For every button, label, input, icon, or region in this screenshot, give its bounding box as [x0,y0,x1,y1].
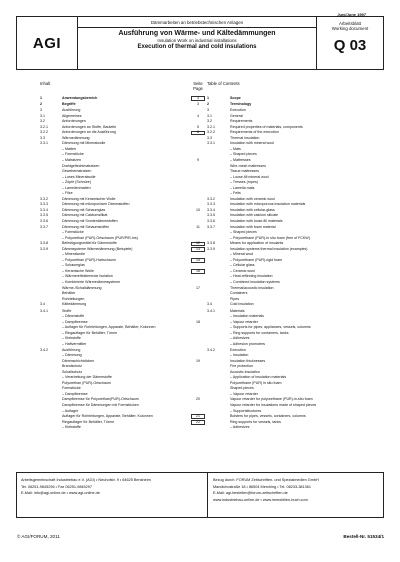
sheet-label-en: Working document [331,26,369,31]
title-de: Ausführung von Wärme- und Kältedämmungen [118,30,276,37]
section-number-en: 3.4 [207,302,212,307]
section-title-en: Terminology [230,101,252,106]
section-title-de: Wärmedämmung [62,135,90,140]
section-title-de: – Haftvermittler [62,341,87,346]
section-title-en: – Vapour retarder [230,319,258,324]
section-title-de: – Mineralwolle [62,252,85,257]
section-title-de: – Polyurethan (PUR)-Hartschaum [62,257,116,262]
page-number: 10 [196,207,200,212]
section-title-en: – Adhesives [230,425,250,430]
section-title-en: – Loose-fill mineral wool [230,174,269,179]
section-title-de: – Polyurethan (PUR)-Ortschaum (PUR/PIR-Ins) [62,235,138,240]
section-title-en: Insulation with mineral wool [230,141,274,146]
section-title-de: Anforderungen an die Ausführung [62,130,116,135]
publisher-address [21,477,191,497]
section-title-en: Requirements of the execution [230,130,279,135]
section-title-en: Polyurethane (PUR) in situ foam [230,380,282,385]
publisher-footer [16,472,384,518]
section-title-en: Insulation with microporous insulation materials [230,202,306,207]
section-title-de: – Keramische Wolle [62,268,94,273]
section-title-de: Befestigungsmittel für Dämmstoffe [62,241,117,246]
page-number: 9 [197,157,199,162]
section-title-de: Anforderungen [62,119,86,124]
section-title-de: Dämmung mit Schaumglas [62,207,106,212]
section-title-en: Thermal/acoustic insulation [230,285,274,290]
section-title-de: – Zöpfe (Schnüre) [62,180,91,185]
section-number-en: 3.3.9 [207,246,215,251]
section-title-en: – Mats [230,146,241,151]
section-title-de: – Schaumglas [62,263,85,268]
section-title-de: – Klebstoffe [62,425,81,430]
section-number-en: 3 [207,108,209,113]
section-title-de: Ringauflager für Behälter, Türme [62,419,115,424]
section-title-en: Insulation thicknesses [230,358,266,363]
section-number-de: 3.3.4 [40,207,48,212]
section-title-en: Insulation systems thermal insulation (examples) [230,246,308,251]
contents-row [40,425,384,431]
section-title-de: – Lamellenmatten [62,185,91,190]
section-number-en: 3.2 [207,119,212,124]
footer-line: E-Mail: info@agi-online.de • www.agi-online.de [21,491,100,495]
section-title-en: – Adhesion promoters [230,341,265,346]
title-en: Execution of thermal and cold insulations [137,44,257,50]
section-title-en: – Combined insulation systems [230,280,280,284]
sheet-label-de: Arbeitsblatt [339,21,361,26]
section-title-de: Drahtgeflechtmatratzen [62,163,100,168]
section-title-en: Ring supports for vessels, tanks [230,419,281,424]
section-title-de: Schallschutz [62,369,83,374]
page-number: 18 [196,319,200,324]
footer-line: E-Mail: agi-bestellen@forum-zeitschriften.de [213,491,288,495]
title-center [78,17,316,69]
section-title-en: General [230,113,243,118]
section-number-de: 3.3.5 [40,213,48,218]
section-title-en: – Insulation [230,353,249,358]
subtitle-de: Dämmarbeiten an betriebstechnischen Anlagen [78,20,316,28]
section-number-en: 3.3.8 [207,241,215,246]
footer-line: Bezug durch: FORUM Zeitschriften- und Spezialmedien GmbH [213,478,319,482]
section-title-en: Bolsters for pipes, vessels, containers, columns [230,414,306,419]
section-title-en: Execution [230,347,246,352]
section-number-en: 3.3.3 [207,202,215,207]
section-title-en: Vapour retarder for polyurethane (PUR)-in-situ foam [230,397,313,402]
section-title-de: Anwendungsbereich [62,96,98,100]
section-title-en: – Lamella mats [230,185,255,190]
section-number-de: 3.4.2 [40,347,48,352]
section-title-en: – Felts [230,191,241,196]
section-number-de: 3.3.2 [40,196,48,201]
section-number-de: 3.3.3 [40,202,48,207]
section-number-de: 3.1 [40,113,45,118]
section-title-en: – Ceramic wool [230,268,255,273]
page-number: 8 [197,130,199,135]
section-title-en: Scope [230,96,241,100]
section-number-en: 3.4.1 [207,308,215,313]
title-block [16,16,384,70]
section-title-de: Dämmschichtdicken [62,358,95,363]
column-heading-page: Seite Page [193,81,203,91]
footer-divider [207,473,208,517]
column-heading-en: Table of Contents [207,81,240,86]
footer-line: Arbeitsgemeinschaft Industriebau e.V. (AGI) • Neuhofstr. 9 • 64625 Bensheim [21,478,151,482]
section-number-de: 3.2 [40,119,45,124]
section-number-en: 3.2.1 [207,124,215,129]
section-title-de: Anforderungen an Stoffe, Bauteile [62,124,117,129]
page-number: 22 [196,419,200,424]
section-title-en: Fire protection [230,364,253,369]
section-title-de: – Matten [62,146,76,151]
section-number-en: 1 [207,96,209,100]
section-title-de: Stoffe [62,308,72,313]
distributor-address [213,477,381,503]
section-title-de: Ausführung [62,108,81,113]
section-title-de: Gewebematratzen [62,169,92,174]
section-title-en: – Ring supports for containers, tanks [230,330,289,335]
page-number: 3 [197,96,199,100]
section-number-en: 3.3 [207,135,212,140]
section-title-en: – Adhesives [230,336,250,341]
section-title-en: Containers [230,291,248,296]
section-number-de: 2 [40,101,42,106]
section-title-de: – Ringauflager für Behälter, Türme [62,330,118,335]
section-number-de: 3 [40,108,42,113]
section-title-en: – Shaped pieces [230,230,257,235]
section-number-en: 3.3.4 [207,207,215,212]
section-number-de: 3.3.7 [40,224,48,229]
section-title-en: – Polyurethane (PUR)-in situ foam (free of FCKW) [230,235,310,240]
section-title-en: – Vapour retarder [230,391,258,396]
section-title-en: Thermal insulation [230,135,260,140]
section-title-en: Insulation with cellular-glass [230,207,275,212]
section-title-de: Dämmung mit mikroporösen Dämmstoffen [62,202,130,207]
footer-line: Tel. 06251-9845296 • Fax 06251-9845297 [21,484,92,489]
section-title-de: – Verarbeitung der Dämmstoffe [62,375,112,380]
sheet-code-box [316,17,383,69]
section-title-de: Dämmung mit Keramischer Wolle [62,196,116,201]
page-number: 11 [196,224,200,229]
section-title-de: Allgemeines [62,113,82,118]
page-number: 15 [196,257,200,262]
section-title-de: – Filze [62,191,73,196]
section-title-de: – Wärmereflektierende Isolation [62,274,113,279]
section-title-de: Rohrleitungen [62,296,85,301]
section-title-de: – Dampfbremse [62,319,88,324]
section-number-de: 1 [40,96,42,100]
section-title-en: Insulation with calcium silicate [230,213,278,218]
section-title-en: Shaped pieces [230,386,254,391]
sheet-code: Q 03 [333,37,367,54]
section-title-en: Required properties of materials, components [230,124,303,129]
section-title-en: Materials [230,308,245,313]
section-title-de: Kältedämmung [62,302,87,307]
page-number: 3 [197,101,199,106]
section-title-en: Means for application of insulants [230,241,284,246]
section-number-en: 3.2.2 [207,130,215,135]
section-number-en: 3.3.7 [207,224,215,229]
section-title-en: Insulation with foam material [230,224,276,229]
section-title-de: Formstücke [62,386,81,391]
section-title-en: – Insulation materials [230,314,264,319]
section-title-de: Dämmung mit Schaumstoffen [62,224,110,229]
section-number-en: 3.4.2 [207,347,215,352]
section-title-en: – Supportsttuctures [230,408,262,413]
page-number: 16 [196,268,200,273]
section-number-de: 3.3.6 [40,218,48,223]
section-title-de: Behälter [62,291,76,296]
section-title-de: – Dämmstoffe [62,314,85,319]
section-title-en: Acoustic insulation [230,369,260,374]
section-title-en: – Application of insulation materials [230,375,287,380]
section-title-de: Ausführung [62,347,81,352]
page-number: 20 [196,397,200,402]
section-number-en: 3.3.2 [207,196,215,201]
section-number-en: 3.3.1 [207,141,215,146]
section-title-de: Polyurethan (PUR)-Ortschaum [62,380,111,385]
section-number-en: 3.3.6 [207,218,215,223]
section-number-en: 2 [207,101,209,106]
section-number-de: 3.3.9 [40,246,48,251]
section-number-de: 3.2.2 [40,130,48,135]
page-number: 12 [196,241,200,246]
footer-line: www.industriebau-online.de • www.immobilien-buch.com [213,497,308,502]
section-title-de: Dampfbremse für Polyurethan(PUR)-Ortschaum [62,397,139,402]
order-number: Bestell-Nr. 51534/1 [343,534,384,539]
section-title-en: Vapour retarder for insulations made of shaped pieces [230,402,317,407]
section-number-de: 3.2.1 [40,124,48,129]
section-title-de: Begriffe [62,101,76,106]
section-title-de: – Auflager für Rohrleitungen, Apparate, Behälter, Kolonnen [62,325,156,330]
section-title-de: Dampfbremse für Dämmungen mit Formstücken [62,402,139,407]
section-number-de: 3.3 [40,135,45,140]
page-number: 17 [196,285,200,290]
section-title-en: – Mineral wool [230,252,254,257]
section-title-de: Dämmung mit Mineralwolle [62,141,106,146]
section-title-en: Requirements [230,119,253,124]
column-heading-de: Inhalt [40,81,51,86]
section-title-en: Execution [230,108,246,113]
section-number-de: 3.3.1 [40,141,48,146]
section-number-de: 3.3.8 [40,241,48,246]
section-title-en: Wire-mesh mattresses [230,163,266,168]
section-number-de: 3.4.1 [40,308,48,313]
section-title-en: Insulation with ceramic wool [230,196,275,201]
section-title-de: – Matratzen [62,157,81,162]
section-title-de: – Dampfbremse [62,391,88,396]
section-title-de: – Dämmung [62,353,82,358]
section-title-en: Cold insulation [230,302,254,307]
issue-date: Juni/June 1997 [337,12,366,17]
footer-line: Mandichostraße 18 • 86504 Merching • Tel. 08233-381361 [213,484,311,489]
section-title-en: – Supports for pipes, appliances, vessels, columns [230,325,311,330]
section-title-en: – Mattresses [230,157,251,162]
section-title-de: Dämmung mit Calciumsilikat [62,213,108,218]
copyright-note: © AGI/FORUM, 2011 [17,534,60,539]
page-number: 4 [197,113,199,118]
section-title-de: – Auflager [62,408,79,413]
section-title-de: – Kombinierte Wärmedämmsysteme [62,280,121,284]
agi-logo: AGI [17,17,78,69]
section-title-en: – Cellular glass [230,263,255,268]
section-title-de: – Loses Mineralwolle [62,174,96,179]
section-title-en: – Tresses (ropes) [230,180,258,185]
subtitle-en: Insulation Work on industrial installations [157,38,237,43]
section-number-en: 3.1 [207,113,212,118]
section-title-en: Pipes [230,296,239,301]
section-title-en: – Shaped pieces [230,152,257,157]
page-number: 21 [196,414,200,419]
section-title-en: – Heat-reflecting insulation [230,274,273,279]
section-title-de: Auflager für Rohrleitungen, Apparate, Behälter, Kolonnen [62,414,153,419]
section-title-de: – Formstücke [62,152,84,157]
section-number-de: 3.4 [40,302,45,307]
section-title-en: – Polyurethane (PUR)-rigid foam [230,257,283,262]
page-number: 5 [197,124,199,129]
contents-table [40,96,384,431]
section-title-de: Brandschutz [62,364,82,369]
section-title-de: – Formstücke [62,230,84,235]
section-title-de: Wärme-/Schalldämmung [62,285,102,290]
section-title-en: Tissue mattresses [230,169,260,174]
section-title-en: Insulation with loose-fill materials [230,218,283,223]
section-title-de: – Klebstoffe [62,336,81,341]
section-number-en: 3.3.5 [207,213,215,218]
section-title-de: Dämmsysteme Wärmedämmung (Beispiele) [62,246,133,251]
page-number: 19 [196,358,200,363]
section-title-de: Dämmung mit Sonderdämmstoffen [62,218,118,223]
page-number: 13 [196,246,200,251]
